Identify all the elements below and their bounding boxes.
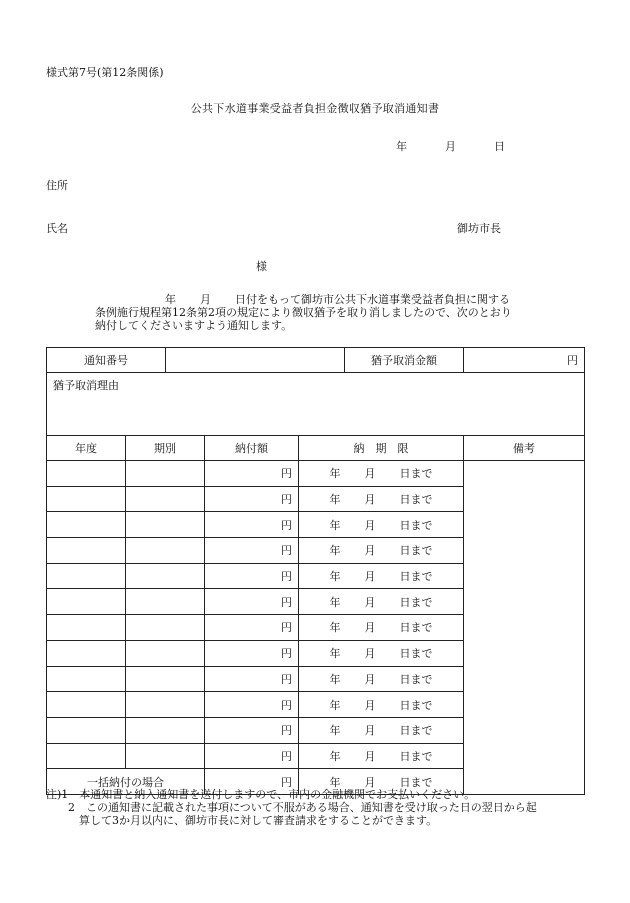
issue-date-month: 月 — [445, 140, 456, 153]
notice-number-label: 通知番号 — [47, 348, 166, 373]
deadline-cell[interactable] — [299, 743, 464, 769]
fiscal-year-cell[interactable] — [47, 461, 126, 487]
lump-sum-label: 一括納付の場合 — [47, 769, 205, 795]
footnote-1: 注)1 本通知書と納入通知書を送付しますので、市内の金融機関でお支払いください。 — [46, 788, 476, 801]
deadline-cell[interactable] — [299, 666, 464, 692]
deadline-cell[interactable] — [299, 589, 464, 615]
amount-cell[interactable]: 円 — [205, 615, 299, 641]
deadline-month: 月 — [364, 749, 376, 763]
deadline-cell[interactable] — [299, 461, 464, 487]
period-cell[interactable] — [126, 589, 205, 615]
notice-number-field[interactable] — [166, 348, 345, 373]
period-cell[interactable] — [126, 615, 205, 641]
deadline-month: 月 — [364, 595, 376, 609]
remarks-cell[interactable] — [464, 461, 585, 795]
issue-date-year: 年 — [396, 140, 407, 153]
document-title: 公共下水道事業受益者負担金徴収猶予取消通知書 — [190, 102, 440, 115]
fiscal-year-cell[interactable] — [47, 743, 126, 769]
amount-cell[interactable]: 円 — [205, 666, 299, 692]
name-label: 氏名 — [46, 222, 68, 235]
fiscal-year-cell[interactable] — [47, 563, 126, 589]
deadline-month: 月 — [364, 647, 376, 661]
deadline-year: 年 — [329, 775, 341, 789]
deadline-month: 月 — [364, 544, 376, 558]
amount-cell[interactable]: 円 — [205, 538, 299, 564]
header-deadline: 納 期 限 — [299, 436, 464, 461]
fiscal-year-cell[interactable] — [47, 666, 126, 692]
deadline-year: 年 — [329, 698, 341, 712]
deadline-until: 日まで — [399, 621, 433, 635]
lump-sum-amount[interactable]: 円 — [205, 769, 299, 795]
deadline-until: 日まで — [399, 724, 433, 738]
amount-cell[interactable]: 円 — [205, 717, 299, 743]
fiscal-year-cell[interactable] — [47, 538, 126, 564]
fiscal-year-cell[interactable] — [47, 640, 126, 666]
period-cell[interactable] — [126, 486, 205, 512]
fiscal-year-cell[interactable] — [47, 589, 126, 615]
period-cell[interactable] — [126, 512, 205, 538]
deadline-year: 年 — [329, 595, 341, 609]
deadline-year: 年 — [329, 621, 341, 635]
footnote-2a: 2 この通知書に記載された事項について不服がある場合、通知書を受け取った日の翌日から起 — [46, 801, 537, 814]
deadline-month: 月 — [364, 621, 376, 635]
amount-cell[interactable]: 円 — [205, 512, 299, 538]
deadline-month: 月 — [364, 724, 376, 738]
fiscal-year-cell[interactable] — [47, 512, 126, 538]
deadline-until: 日まで — [399, 570, 433, 584]
issue-date-day: 日 — [494, 140, 505, 153]
reason-row — [47, 373, 585, 436]
deadline-month: 月 — [364, 518, 376, 532]
deadline-cell[interactable] — [299, 512, 464, 538]
address-label: 住所 — [46, 179, 68, 192]
deadline-until: 日まで — [399, 544, 433, 558]
deadline-cell[interactable] — [299, 640, 464, 666]
body-line-1-rest: 日付をもって御坊市公共下水道事業受益者負担に関する — [235, 293, 510, 306]
amount-cell[interactable]: 円 — [205, 486, 299, 512]
period-cell[interactable] — [126, 461, 205, 487]
deadline-until: 日まで — [399, 647, 433, 661]
footnotes — [46, 788, 537, 827]
deadline-month: 月 — [364, 467, 376, 481]
deadline-until: 日まで — [399, 749, 433, 763]
notice-body — [95, 293, 545, 332]
period-cell[interactable] — [126, 717, 205, 743]
deadline-year: 年 — [329, 544, 341, 558]
body-line-3: 納付してくださいますよう通知します。 — [95, 319, 293, 332]
issuer-mayor: 御坊市長 — [457, 222, 501, 235]
deadline-month: 月 — [364, 698, 376, 712]
body-month: 月 — [200, 293, 211, 306]
body-year: 年 — [165, 293, 176, 306]
body-line-2: 条例施行規程第12条第2項の規定により徴収猶予を取り消しましたので、次のとおり — [95, 306, 512, 319]
header-fiscal-year: 年度 — [47, 436, 126, 461]
deadline-year: 年 — [329, 672, 341, 686]
deadline-month: 月 — [364, 493, 376, 507]
deadline-until: 日まで — [399, 672, 433, 686]
deadline-month: 月 — [364, 775, 376, 789]
deadline-month: 月 — [364, 570, 376, 584]
deadline-until: 日まで — [399, 467, 433, 481]
deadline-cell[interactable] — [299, 615, 464, 641]
cancel-amount-field[interactable]: 円 — [464, 348, 585, 373]
footnote-2b: 算して3か月以内に、御坊市長に対して審査請求をすることができます。 — [46, 814, 438, 827]
period-cell[interactable] — [126, 692, 205, 718]
period-cell[interactable] — [126, 743, 205, 769]
deadline-cell[interactable] — [299, 717, 464, 743]
deadline-year: 年 — [329, 467, 341, 481]
amount-cell[interactable]: 円 — [205, 743, 299, 769]
deadline-year: 年 — [329, 570, 341, 584]
period-cell[interactable] — [126, 666, 205, 692]
body-line-1 — [95, 293, 545, 306]
deadline-month: 月 — [364, 672, 376, 686]
deadline-until: 日まで — [399, 493, 433, 507]
cancel-reason-field[interactable]: 猶予取消理由 — [47, 373, 585, 436]
deadline-year: 年 — [329, 493, 341, 507]
amount-cell[interactable]: 円 — [205, 589, 299, 615]
deadline-until: 日まで — [399, 775, 433, 789]
amount-cell[interactable]: 円 — [205, 640, 299, 666]
fiscal-year-cell[interactable] — [47, 692, 126, 718]
fiscal-year-cell[interactable] — [47, 486, 126, 512]
deadline-until: 日まで — [399, 595, 433, 609]
deadline-cell[interactable] — [299, 486, 464, 512]
cancel-amount-label: 猶予取消金額 — [345, 348, 464, 373]
deadline-year: 年 — [329, 647, 341, 661]
deadline-until: 日まで — [399, 518, 433, 532]
period-cell[interactable] — [126, 640, 205, 666]
amount-cell[interactable]: 円 — [205, 563, 299, 589]
amount-cell[interactable]: 円 — [205, 461, 299, 487]
fiscal-year-cell[interactable] — [47, 615, 126, 641]
form-number: 様式第7号(第12条関係) — [46, 66, 164, 79]
table-header-row — [47, 436, 585, 461]
table-row — [47, 461, 585, 487]
period-cell[interactable] — [126, 538, 205, 564]
amount-cell[interactable]: 円 — [205, 692, 299, 718]
deadline-cell[interactable] — [299, 563, 464, 589]
honorific-sama: 様 — [256, 260, 267, 273]
issue-date — [396, 140, 505, 154]
deadline-cell[interactable] — [299, 692, 464, 718]
payment-table — [46, 347, 585, 795]
header-payment-amount: 納付額 — [205, 436, 299, 461]
fiscal-year-cell[interactable] — [47, 717, 126, 743]
deadline-until: 日まで — [399, 698, 433, 712]
header-period: 期別 — [126, 436, 205, 461]
period-cell[interactable] — [126, 563, 205, 589]
deadline-cell[interactable] — [299, 538, 464, 564]
deadline-year: 年 — [329, 518, 341, 532]
notice-info-row — [47, 348, 585, 373]
deadline-year: 年 — [329, 724, 341, 738]
header-remarks: 備考 — [464, 436, 585, 461]
deadline-year: 年 — [329, 749, 341, 763]
